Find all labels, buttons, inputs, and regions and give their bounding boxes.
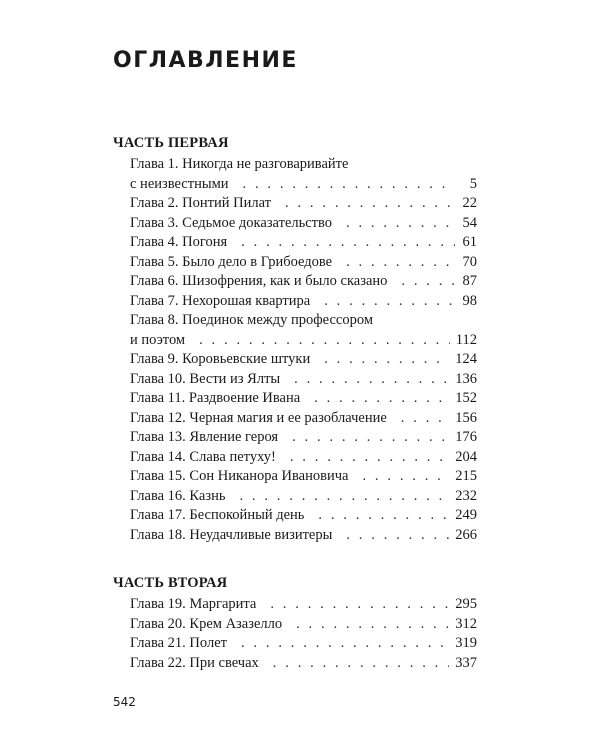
toc-entry-label: Глава 3. Седьмое доказательство	[130, 214, 332, 231]
toc-entry-16[interactable]	[130, 487, 477, 507]
toc-entry-page: 232	[455, 487, 477, 504]
toc-entry-page: 266	[455, 526, 477, 543]
toc-entry-5[interactable]	[130, 253, 477, 273]
dot-leader	[292, 428, 449, 448]
toc-entry-3[interactable]	[130, 214, 477, 234]
toc-entry-label: Глава 19. Маргарита	[130, 596, 257, 612]
toc-entry-page: 312	[455, 615, 477, 632]
dot-leader	[273, 654, 449, 674]
toc-entry-18[interactable]	[130, 526, 477, 546]
dot-leader	[296, 615, 449, 635]
dot-leader	[199, 331, 450, 351]
toc-entry-page: 87	[462, 273, 477, 289]
toc-entry-label: Глава 20. Крем Азазелло	[130, 615, 283, 632]
toc-entry-label: Глава 11. Раздвоение Ивана	[130, 390, 301, 406]
dot-leader	[324, 292, 455, 312]
dot-leader	[324, 350, 449, 370]
dot-leader	[401, 409, 449, 429]
dot-leader	[290, 448, 449, 468]
toc-entry-14[interactable]	[130, 448, 477, 468]
toc-entry-13[interactable]	[130, 428, 477, 448]
dot-leader	[241, 634, 449, 654]
dot-leader	[270, 595, 449, 615]
page-number: 542	[113, 695, 136, 709]
toc-entry-11[interactable]	[130, 389, 477, 409]
toc-entry-page: 249	[455, 507, 477, 523]
toc-entry-title-line: Глава 1. Никогда не разговаривайте	[130, 156, 349, 172]
toc-entry-page: 61	[462, 234, 477, 250]
toc-entry-label: Глава 4. Погоня	[130, 234, 228, 250]
toc-entry-label: Глава 6. Шизофрения, как и было сказано	[130, 273, 388, 289]
toc-entry-label: и поэтом	[130, 331, 186, 348]
toc-entry-label: Глава 12. Черная магия и ее разоблачение	[130, 409, 387, 426]
toc-entry-page: 98	[462, 292, 477, 309]
toc-entry-page: 124	[455, 351, 477, 367]
toc-entry-7[interactable]	[130, 292, 477, 312]
toc-entry-label: Глава 15. Сон Никанора Ивановича	[130, 468, 349, 484]
toc-entry-10[interactable]	[130, 370, 477, 390]
part-two-heading: ЧАСТЬ ВТОРАЯ	[113, 575, 228, 591]
toc-entry-label: Глава 10. Вести из Ялты	[130, 370, 281, 387]
toc-entry-page: 22	[462, 195, 477, 211]
toc-entry-17[interactable]	[130, 506, 477, 526]
toc-entry-8[interactable]	[130, 311, 477, 350]
toc-entry-20[interactable]	[130, 615, 477, 635]
toc-entry-page: 5	[469, 175, 477, 192]
toc-entry-page: 176	[455, 429, 477, 445]
toc-entry-page: 70	[462, 253, 477, 270]
toc-entry-page: 112	[455, 331, 477, 348]
toc-entry-page: 152	[455, 390, 477, 406]
part-one-heading: ЧАСТЬ ПЕРВАЯ	[113, 135, 229, 151]
toc-entry-page: 319	[455, 635, 477, 651]
dot-leader	[241, 233, 455, 253]
toc-entry-label: Глава 18. Неудачливые визитеры	[130, 526, 333, 543]
dot-leader	[243, 175, 455, 195]
dot-leader	[314, 389, 449, 409]
toc-entry-2[interactable]	[130, 194, 477, 214]
dot-leader	[346, 526, 449, 546]
toc-entry-15[interactable]	[130, 467, 477, 487]
toc-entry-label: Глава 17. Беспокойный день	[130, 507, 305, 523]
dot-leader	[318, 506, 449, 526]
toc-entry-12[interactable]	[130, 409, 477, 429]
toc-entry-label: Глава 9. Коровьевские штуки	[130, 351, 311, 367]
toc-entry-19[interactable]	[130, 595, 477, 615]
toc-entry-title-line: Глава 8. Поединок между профессором	[130, 312, 373, 328]
toc-entry-label: Глава 5. Было дело в Грибоедове	[130, 253, 333, 270]
dot-leader	[362, 467, 449, 487]
toc-entry-6[interactable]	[130, 272, 477, 292]
dot-leader	[401, 272, 455, 292]
dot-leader	[346, 253, 455, 273]
toc-entry-22[interactable]	[130, 654, 477, 674]
dot-leader	[346, 214, 455, 234]
toc-entry-page: 295	[455, 596, 477, 612]
toc-entry-1[interactable]	[130, 155, 477, 194]
toc-entry-label: Глава 16. Казнь	[130, 487, 226, 504]
toc-entry-page: 215	[455, 468, 477, 484]
toc-entry-9[interactable]	[130, 350, 477, 370]
toc-entry-label: Глава 21. Полет	[130, 635, 227, 651]
dot-leader	[285, 194, 455, 214]
toc-entry-label: Глава 7. Нехорошая квартира	[130, 292, 311, 309]
toc-entry-page: 204	[455, 448, 477, 465]
toc-entry-label: с неизвестными	[130, 175, 229, 192]
toc-entry-page: 337	[455, 654, 477, 671]
toc-entry-label: Глава 2. Понтий Пилат	[130, 195, 272, 211]
toc-entry-21[interactable]	[130, 634, 477, 654]
toc-entry-label: Глава 14. Слава петуху!	[130, 448, 276, 465]
toc-entry-page: 156	[455, 409, 477, 426]
dot-leader	[239, 487, 449, 507]
toc-entry-4[interactable]	[130, 233, 477, 253]
page-title: ОГЛАВЛЕНИЕ	[113, 48, 298, 73]
toc-entry-page: 136	[455, 370, 477, 387]
toc-entry-label: Глава 22. При свечах	[130, 654, 259, 671]
toc-entry-label: Глава 13. Явление героя	[130, 429, 279, 445]
dot-leader	[294, 370, 449, 390]
toc-entry-page: 54	[462, 214, 477, 231]
